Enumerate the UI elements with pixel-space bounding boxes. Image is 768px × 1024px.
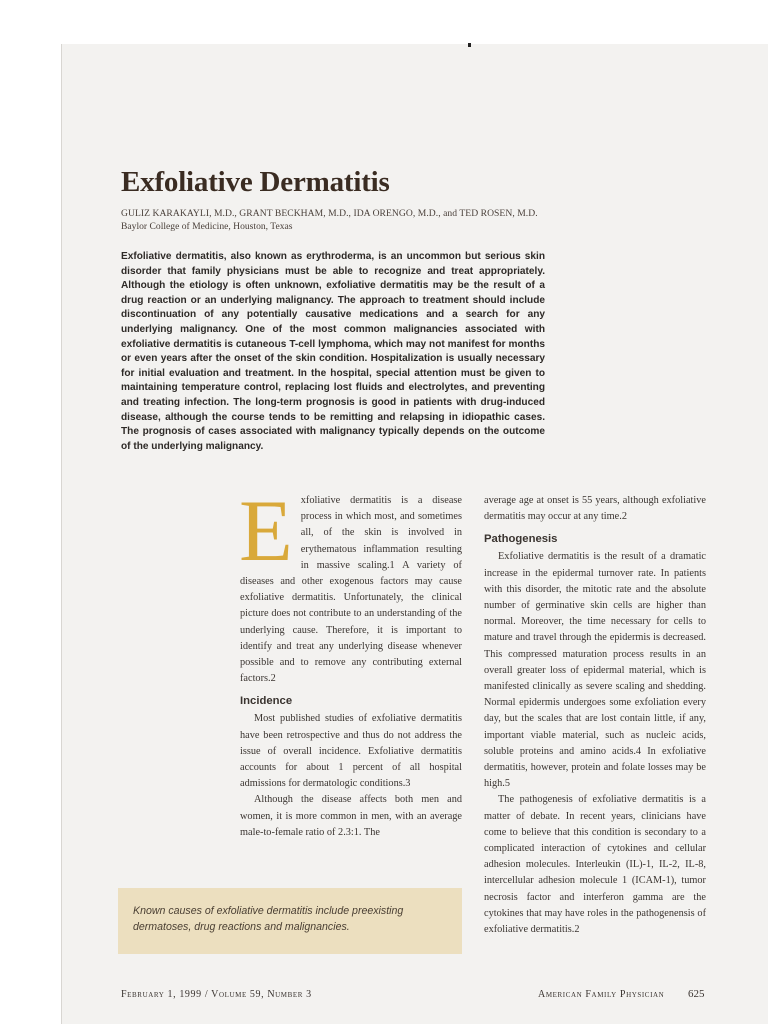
scan-mark (468, 43, 471, 47)
right-column (484, 493, 706, 938)
pathogenesis-paragraph-1: Exfoliative dermatitis is the result of a dramatic increase in the epidermal turnover rate. In patients with this disorder, the mitotic rate and the absolute number of germinative skin cells are higher than normal. Moreover, the time necessary for cells to mature and travel through the epidermis is decreased. This compressed maturation process results in an overall greater loss of epidermal material, which is manifested clinically as severe scaling and shedding. Normal epidermis undergoes some exfoliation every day, but the scales that are lost contain little, if any, important viable material, such as nucleic acids, soluble proteins and amino acids.4 In exfoliative dermatitis, however, protein and folate losses may be high.5 (484, 551, 706, 790)
pull-quote-text: Known causes of exfoliative dermatitis include preexisting dermatoses, drug reactions and malignancies. (133, 905, 404, 933)
pathogenesis-paragraph-2: The pathogenesis of exfoliative dermatitis is a matter of debate. In recent years, clinicians have come to believe that this condition is secondary to a complicated interaction of cytokines and cellular adhesion molecules. Interleukin (IL)-1, IL-2, IL-8, intercellular adhesion molecule 1 (ICAM-1), tumor necrosis factor and interferon gamma are the cytokines that may have roles in the pathogenensis of exfoliative dermatitis.2 (484, 794, 706, 936)
incidence-paragraph-2: Although the disease affects both men and women, it is more common in men, with an average male-to-female ratio of 2.3:1. The (240, 794, 462, 838)
left-column (239, 483, 462, 841)
abstract: Exfoliative dermatitis, also known as erythroderma, is an uncommon but serious skin disorder that family physicians must be able to recognize and treat appropriately. Although the etiology is often unknown, exfoliative dermatitis may be the result of a drug reaction or an underlying malignancy. The approach to treatment should include discontinuation of any potentially causative medications and a search for any underlying malignancy. One of the most common malignancies associated with exfoliative dermatitis is cutaneous T-cell lymphoma, which may not manifest for months or even years after the onset of the skin condition. Hospitalization is usually necessary for initial evaluation and treatment. In the hospital, special attention must be given to maintaining temperature control, replacing lost fluids and electrolytes, and preventing and treating infection. The long-term prognosis is good in patients with drug-induced disease, although the course tends to be remitting and relapsing in idiopathic cases. The prognosis of cases associated with malignancy typically depends on the outcome of the underlying malignancy. (121, 251, 545, 452)
drop-cap: E (239, 483, 293, 580)
intro-text: xfoliative dermatitis is a disease process in which most, and sometimes all, of the skin is involved in erythematous inflammation resulting in massive scaling.1 A variety of diseases and other exogenous factors may cause exfoliative dermatitis. Unfortunately, the clinical picture does not contribute to an understanding of the underlying cause. Therefore, it is important to identify and treat any underlying disease whenever possible and to remove any contributing external factors.2 (240, 495, 462, 685)
footer-journal: American Family Physician (538, 989, 665, 1000)
section-heading-incidence: Incidence (240, 695, 293, 708)
section-heading-pathogenesis: Pathogenesis (484, 533, 558, 546)
affiliation: Baylor College of Medicine, Houston, Texas (121, 221, 293, 232)
author-list: GULIZ KARAKAYLI, M.D., GRANT BECKHAM, M.D., IDA ORENGO, M.D., and TED ROSEN, M.D. (121, 208, 538, 219)
incidence-paragraph-1: Most published studies of exfoliative dermatitis have been retrospective and thus do not address the issue of overall incidence. Exfoliative dermatitis accounts for about 1 percent of all hospital admissions for dermatologic conditions.3 (240, 713, 462, 790)
article-title: Exfoliative Dermatitis (121, 166, 390, 198)
page-number: 625 (688, 988, 705, 1000)
continued-paragraph: average age at onset is 55 years, although exfoliative dermatitis may occur at any time.2 (484, 495, 706, 523)
footer-issue: February 1, 1999 / Volume 59, Number 3 (121, 989, 312, 1000)
pull-quote (118, 888, 462, 954)
intro-paragraph (239, 483, 462, 687)
